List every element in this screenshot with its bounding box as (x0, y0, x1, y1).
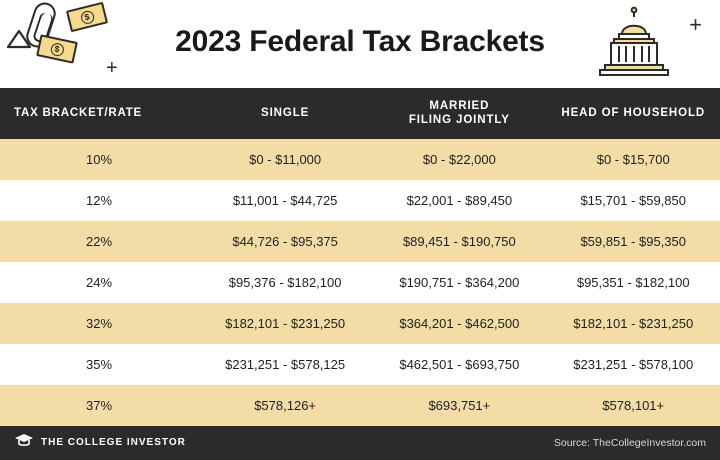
table-row (0, 344, 720, 385)
cell-hoh: $95,351 - $182,100 (546, 262, 720, 303)
cell-single: $578,126+ (198, 385, 372, 426)
source-text: Source: TheCollegeInvestor.com (553, 436, 706, 449)
table-row (0, 303, 720, 344)
table-row (0, 262, 720, 303)
plus-icon: + (689, 12, 702, 37)
cell-married: $364,201 - $462,500 (372, 303, 546, 344)
cell-hoh: $0 - $15,700 (546, 139, 720, 180)
header (0, 0, 720, 88)
cell-hoh: $15,701 - $59,850 (546, 180, 720, 221)
cell-single: $0 - $11,000 (198, 139, 372, 180)
cell-married: $0 - $22,000 (372, 139, 546, 180)
column-header-married-filing-jointly (372, 88, 546, 139)
cell-single: $182,101 - $231,250 (198, 303, 372, 344)
cell-rate: 24% (0, 262, 198, 303)
cell-rate: 10% (0, 139, 198, 180)
brand (14, 433, 186, 452)
table-row (0, 221, 720, 262)
footer (0, 426, 720, 460)
cell-rate: 35% (0, 344, 198, 385)
table-body (0, 139, 720, 426)
cell-married: $693,751+ (372, 385, 546, 426)
cell-rate: 12% (0, 180, 198, 221)
column-header-head-of-household: HEAD OF HOUSEHOLD (546, 88, 720, 139)
plus-icon: + (106, 57, 118, 79)
column-header-married-line2: FILING JOINTLY (408, 114, 510, 127)
cell-married: $22,001 - $89,450 (372, 180, 546, 221)
column-header-married-line1: MARRIED (429, 100, 490, 112)
cell-hoh: $182,101 - $231,250 (546, 303, 720, 344)
triangle-icon (6, 28, 32, 55)
cell-hoh: $231,251 - $578,100 (546, 344, 720, 385)
graduation-cap-icon (14, 433, 34, 452)
column-header-single: SINGLE (198, 88, 372, 139)
table-header-row (0, 88, 720, 139)
capitol-building-icon (592, 4, 676, 78)
cell-married: $462,501 - $693,750 (372, 344, 546, 385)
table-row (0, 139, 720, 180)
brand-name: THE COLLEGE INVESTOR (41, 437, 186, 449)
cell-rate: 22% (0, 221, 198, 262)
cell-single: $11,001 - $44,725 (198, 180, 372, 221)
cell-single: $44,726 - $95,375 (198, 221, 372, 262)
tax-bracket-table-wrapper (0, 88, 720, 426)
cell-rate: 32% (0, 303, 198, 344)
cell-married: $89,451 - $190,750 (372, 221, 546, 262)
column-header-tax-bracket-rate: TAX BRACKET/RATE (0, 88, 198, 139)
dollar-bill-icon: $ (36, 34, 78, 63)
cell-hoh: $578,101+ (546, 385, 720, 426)
cell-married: $190,751 - $364,200 (372, 262, 546, 303)
cell-rate: 37% (0, 385, 198, 426)
table-header (0, 88, 720, 139)
tax-bracket-table (0, 88, 720, 426)
cell-single: $95,376 - $182,100 (198, 262, 372, 303)
table-row (0, 180, 720, 221)
cell-hoh: $59,851 - $95,350 (546, 221, 720, 262)
cell-single: $231,251 - $578,125 (198, 344, 372, 385)
table-row (0, 385, 720, 426)
dollar-bill-icon: $ (66, 2, 108, 33)
page-title: 2023 Federal Tax Brackets (175, 25, 545, 58)
